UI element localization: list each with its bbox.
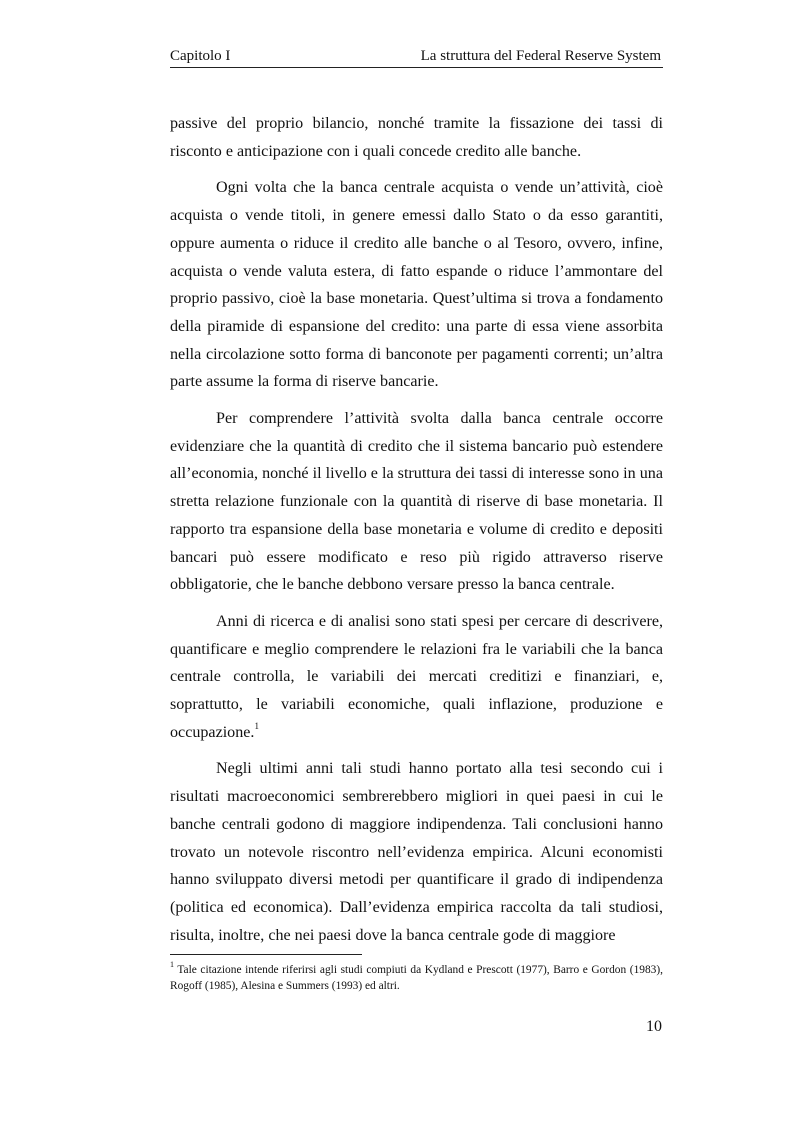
section-title: La struttura del Federal Reserve System — [420, 48, 661, 64]
paragraph-5: Negli ultimi anni tali studi hanno portato alla tesi secondo cui i risultati macroeconomici sembrerebbero migliori in quei paesi in cui le banche centrali godono di maggiore indipendenza. Tali conclusioni hanno trovato un notevole riscontro nell’evidenza empirica. Alcuni economisti hanno sviluppato diversi metodi per quantificare il grado di indipendenza (politica ed economica). Dall’evidenza empirica raccolta da tali studiosi, risulta, inoltre, che nei paesi dove la banca centrale gode di maggiore — [170, 760, 663, 944]
body-text — [170, 110, 663, 958]
footnote-divider — [170, 954, 362, 955]
page-number: 10 — [646, 1018, 662, 1035]
chapter-label: Capitolo I — [170, 48, 231, 64]
running-header — [170, 45, 663, 68]
paragraph-3: Per comprendere l’attività svolta dalla banca centrale occorre evidenziare che la quantità di credito che il sistema bancario può estendere all’economia, nonché il livello e la struttura dei tassi di interesse sono in una stretta relazione funzionale con la quantità di riserve di base monetaria. Il rapporto tra espansione della base monetaria e volume di credito e depositi bancari può essere modificato e reso più rigido attraverso riserve obbligatorie, che le banche debbono versare presso la banca centrale. — [170, 410, 663, 594]
paragraph-4 — [170, 608, 663, 747]
footnote-text: Tale citazione intende riferirsi agli studi compiuti da Kydland e Prescott (1977), Barro e Gordon (1983), Rogoff (1985), Alesina e Summers (1993) ed altri. — [170, 964, 663, 992]
footnote-number: 1 — [170, 960, 174, 970]
paragraph-4-text: Anni di ricerca e di analisi sono stati spesi per cercare di descrivere, quantificare e meglio comprendere le relazioni fra le variabili che la banca centrale controlla, le variabili dei mercati creditizi e finanziari, e, soprattutto, le variabili economiche, quali inflazione, produzione e occupazione. — [170, 612, 663, 741]
paragraph-2: Ogni volta che la banca centrale acquista o vende un’attività, cioè acquista o vende titoli, in genere emessi dallo Stato o da esso garantiti, oppure aumenta o riduce il credito alle banche o al Tesoro, ovvero, infine, acquista o vende valuta estera, di fatto espande o riduce l’ammontare del proprio passivo, cioè la base monetaria. Quest’ultima si trova a fondamento della piramide di espansione del credito: una parte di essa viene assorbita nella circolazione sotto forma di banconote per pagamenti correnti; un’altra parte assume la forma di riserve bancarie. — [170, 179, 663, 391]
footnote-reference[interactable]: 1 — [254, 721, 259, 732]
paragraph-1: passive del proprio bilancio, nonché tramite la fissazione dei tassi di risconto e anticipazione con i quali concede credito alle banche. — [170, 115, 663, 160]
footnote — [170, 962, 663, 994]
